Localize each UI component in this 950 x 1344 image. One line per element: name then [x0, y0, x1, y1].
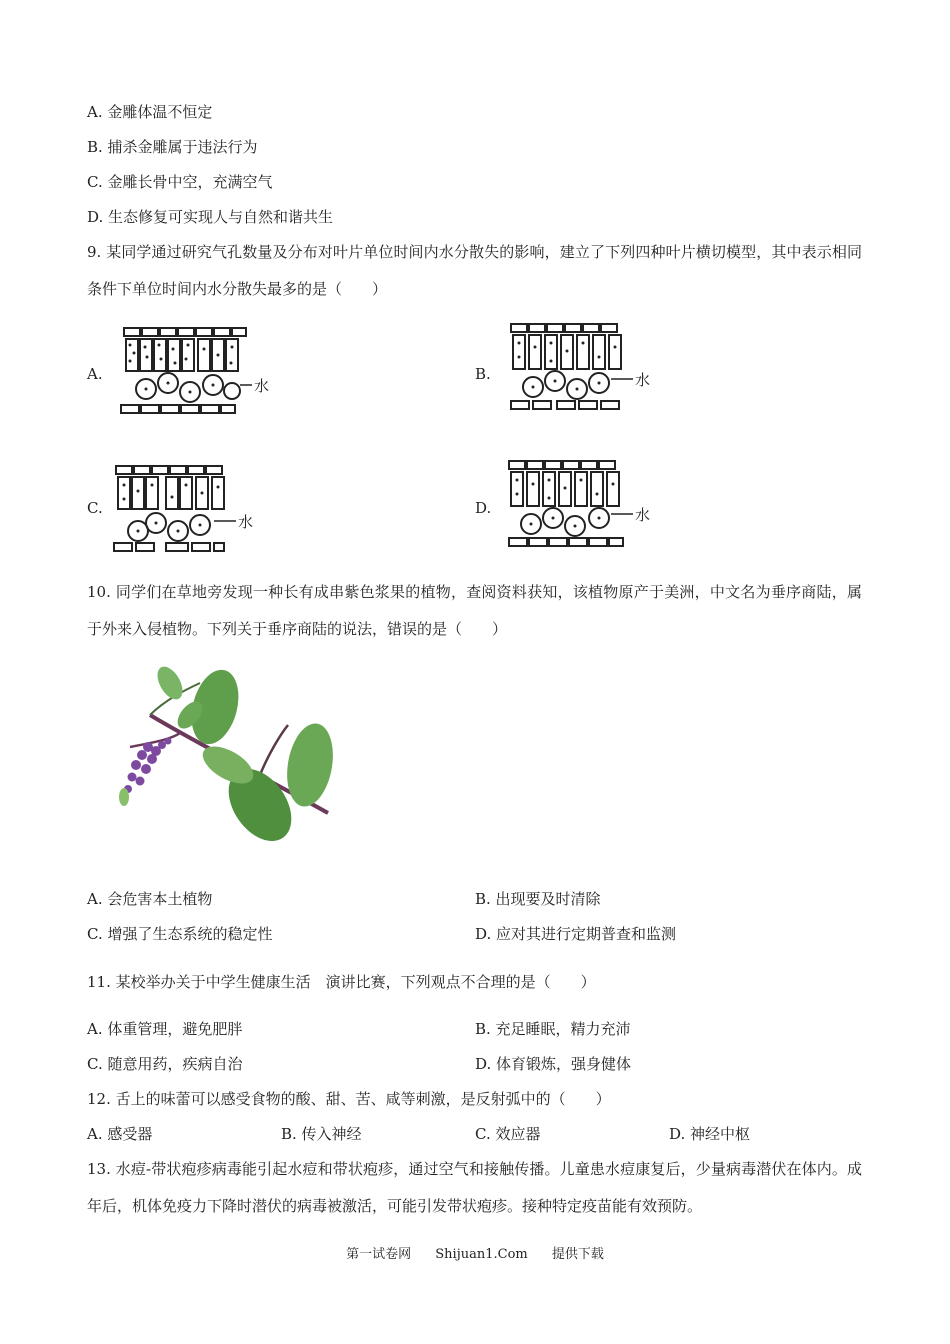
q11-option-a: A. 体重管理，避免肥胖	[87, 1020, 243, 1038]
q9-stem: 9. 某同学通过研究气孔数量及分布对叶片单位时间内水分散失的影响，建立了下列四种叶片横切模型，其中表示相同条件下单位时间内水分散失最多的是（ ）	[87, 243, 862, 298]
q12-option-c: C. 效应器	[475, 1125, 541, 1143]
leaf-cross-section-d	[505, 458, 665, 553]
footer-site-cn: 第一试卷网	[346, 1247, 412, 1262]
q10-stem: 10. 同学们在草地旁发现一种长有成串紫色浆果的植物，查阅资料获知，该植物原产于美洲，中文名为垂序商陆，属于外来入侵植物。下列关于垂序商陆的说法，错误的是（ ）	[87, 583, 862, 638]
q9-label-c: C.	[87, 499, 103, 517]
footer-site-en: Shijuan1.Com	[435, 1247, 528, 1262]
q11-option-c: C. 随意用药，疾病自治	[87, 1055, 243, 1073]
q10-option-a: A. 会危害本土植物	[87, 890, 213, 908]
q13-stem: 13. 水痘-带状疱疹病毒能引起水痘和带状疱疹，通过空气和接触传播。儿童患水痘康复后，少量病毒潜伏在体内。成年后，机体免疫力下降时潜伏的病毒被激活，可能引发带状疱疹。接种特定疫苗能有效预防。	[87, 1160, 862, 1215]
q9-label-b: B.	[475, 365, 491, 383]
water-label-c: 水	[238, 513, 254, 531]
q12-option-a: A. 感受器	[87, 1125, 153, 1143]
q8-option-c: C. 金雕长骨中空，充满空气	[87, 173, 273, 191]
q9-label-d: D.	[475, 499, 492, 517]
water-label-a: 水	[254, 377, 270, 395]
q12-stem: 12. 舌上的味蕾可以感受食物的酸、甜、苦、咸等刺激，是反射弧中的（ ）	[87, 1090, 611, 1108]
leaf-cross-section-c	[110, 463, 270, 558]
q10-option-d: D. 应对其进行定期普查和监测	[475, 925, 677, 943]
q8-option-b: B. 捕杀金雕属于违法行为	[87, 138, 258, 156]
q8-option-a: A. 金雕体温不恒定	[87, 103, 213, 121]
q9-label-a: A.	[87, 365, 103, 383]
q12-option-b: B. 传入神经	[281, 1125, 362, 1143]
q11-stem: 11. 某校举办关于中学生健康生活 演讲比赛，下列观点不合理的是（ ）	[87, 973, 596, 991]
water-label-d: 水	[635, 506, 651, 524]
pokeweed-plant-image	[110, 655, 350, 855]
leaf-cross-section-b	[507, 321, 667, 416]
water-label-b: 水	[635, 371, 651, 389]
q11-option-b: B. 充足睡眠，精力充沛	[475, 1020, 631, 1038]
page-footer	[0, 1245, 950, 1265]
footer-note: 提供下载	[551, 1247, 604, 1262]
q10-option-b: B. 出现要及时清除	[475, 890, 601, 908]
q12-option-d: D. 神经中枢	[669, 1125, 751, 1143]
q11-option-d: D. 体育锻炼，强身健体	[475, 1055, 632, 1073]
q8-option-d: D. 生态修复可实现人与自然和谐共生	[87, 208, 334, 226]
leaf-cross-section-a	[118, 325, 278, 420]
q10-option-c: C. 增强了生态系统的稳定性	[87, 925, 273, 943]
